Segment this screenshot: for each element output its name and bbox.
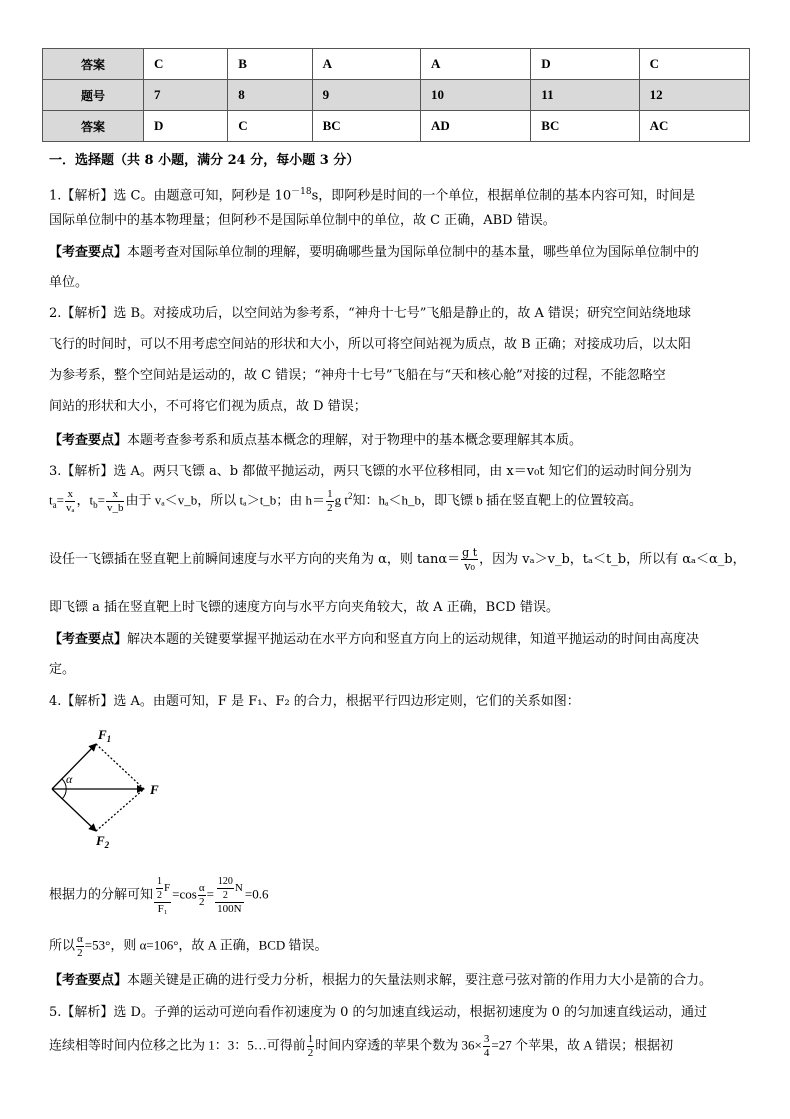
table-cell: B xyxy=(228,49,312,80)
q3-key-1 xyxy=(49,631,699,649)
table-cell: D xyxy=(531,49,639,80)
text: =cos xyxy=(172,886,197,902)
table-cell: C xyxy=(639,49,749,80)
text: =27 个苹果，故 A 错误；根据初 xyxy=(491,1037,674,1053)
text: 连续相等时间内位移之比为 1：3：5…可得前 xyxy=(49,1037,306,1053)
numerator: 1 xyxy=(327,487,333,500)
table-row xyxy=(43,49,750,80)
q4-line-1: 4.【解析】选 A。由题可知，F 是 F₁、F₂ 的合力，根据平行四边形定则，它们的关系如图： xyxy=(49,694,580,709)
q4-line-2 xyxy=(49,875,268,916)
q1-key-1 xyxy=(49,244,699,262)
row-label: 题号 xyxy=(43,80,144,111)
force-diagram xyxy=(44,727,174,852)
denominator: 2 xyxy=(307,1047,314,1059)
q1-line-2: 国际单位制中的基本物理量；但阿秒不是国际单位制中的单位，故 C 正确，ABD 错误。 xyxy=(49,213,556,228)
table-cell: C xyxy=(144,49,228,80)
subscript: b xyxy=(93,499,98,510)
numerator: 3 xyxy=(483,1033,490,1045)
text: ，因为 vₐ＞v_b，tₐ＜t_b，所以有 αₐ＜α_b， xyxy=(479,552,746,567)
numerator xyxy=(215,875,244,903)
denominator: 2 xyxy=(157,890,163,901)
key-tag: 【考查要点】 xyxy=(49,632,128,647)
row-label: 答案 xyxy=(43,49,144,80)
key-tag: 【考查要点】 xyxy=(49,973,128,988)
q1-key-2: 单位。 xyxy=(49,275,89,290)
text: t xyxy=(49,492,53,508)
text: 根据力的分解可知 xyxy=(49,886,154,902)
numerator: 120 xyxy=(217,876,233,887)
denominator: 2 xyxy=(327,501,333,514)
numerator: α xyxy=(77,933,83,945)
text: 本题考查参考系和质点基本概念的理解，对于物理中的基本概念要理解其本质。 xyxy=(127,433,583,448)
table-cell: C xyxy=(228,111,312,142)
parallelogram-edge xyxy=(96,744,144,789)
table-cell: 12 xyxy=(639,80,749,111)
q3-line-1: 3.【解析】选 A。两只飞镖 a、b 都做平抛运动，两只飞镖的水平位移相同，由 x＝v₀t 知它们的运动时间分别为 xyxy=(49,464,692,479)
text: 知：hₐ＜h_b，即飞镖 b 插在竖直靶上的位置较高。 xyxy=(352,492,642,508)
q1-line-1 xyxy=(49,183,695,205)
answer-table xyxy=(42,48,750,142)
text: 设任一飞镖插在竖直靶上前瞬间速度与水平方向的夹角为 α，则 tanα＝ xyxy=(49,552,461,567)
fraction xyxy=(326,488,334,515)
table-cell: 9 xyxy=(312,80,420,111)
f1-vector xyxy=(52,744,96,789)
fraction xyxy=(483,1033,491,1060)
table-row xyxy=(43,111,750,142)
text: 解决本题的关键要掌握平抛运动在水平方向和竖直方向上的运动规律，知道平抛运动的时间由高度决 xyxy=(127,632,700,647)
text: =0.6 xyxy=(244,886,269,902)
fraction xyxy=(198,882,206,909)
f-label: F xyxy=(150,782,159,797)
subscript: a xyxy=(52,499,57,510)
q4-key-1 xyxy=(49,972,712,990)
section-title: 一．选择题（共 8 小题，满分 24 分，每小题 3 分） xyxy=(49,153,360,168)
text: 本题考查对国际单位制的理解，要明确哪些量为国际单位制中的基本量，哪些单位为国际单位制中的 xyxy=(127,245,700,260)
table-cell: D xyxy=(144,111,228,142)
text: 1.【解析】选 C。由题意可知，阿秒是 10 xyxy=(49,188,292,204)
q2-line-4: 间站的形状和大小，不可将它们视为质点，故 D 错误； xyxy=(49,399,367,414)
fraction xyxy=(76,933,84,960)
q2-line-2: 飞行的时间时，可以不用考虑空间站的形状和大小，所以可将空间站视为质点，故 B 正确；对接成功后，以太阳 xyxy=(49,337,691,352)
table-cell: BC xyxy=(312,111,420,142)
numerator: 1 xyxy=(157,876,163,887)
numerator: g t xyxy=(462,546,478,559)
q5-line-1: 5.【解析】选 D。子弹的运动可逆向看作初速度为 0 的匀加速直线运动，根据初速度为 0 的匀加速直线运动，通过 xyxy=(49,1005,708,1020)
denominator: F₁ xyxy=(157,903,168,915)
text: 本题关键是正确的进行受力分析，根据力的矢量法则求解，要注意弓弦对箭的作用力大小是箭的合力。 xyxy=(127,973,713,988)
symbol: F xyxy=(164,882,171,895)
key-tag: 【考查要点】 xyxy=(49,245,128,260)
fraction xyxy=(307,1033,315,1060)
table-cell: AC xyxy=(639,111,749,142)
fraction xyxy=(156,875,163,902)
text: 时间内穿透的苹果个数为 36× xyxy=(315,1037,482,1053)
q2-key-1 xyxy=(49,432,582,450)
numerator: α xyxy=(198,882,205,894)
denominator: 2 xyxy=(77,947,83,959)
numerator: x xyxy=(65,488,76,502)
text: 由于 vₐ＜v_b，所以 tₐ＞t_b；由 h＝ xyxy=(125,492,326,508)
fraction xyxy=(461,546,478,573)
text: ，则 α=106°，故 A 正确，BCD 错误。 xyxy=(110,937,328,953)
exponent: 2 xyxy=(347,491,353,501)
unit: N xyxy=(234,882,243,895)
denominator: 2 xyxy=(198,896,205,908)
table-row xyxy=(43,80,750,111)
q3-line-2: $t_a=$ $\frac{x}{\text{vₐ}}$ ，$t_b=$ $\frac{x}{v\_b}$ 由于 vₐ＜v_b，所以 tₐ＞t_b；由 h＝ $\frac{1}{2}$ g $t^2$知：hₐ＜h_b，即飞镖 b 插在竖直靶上的位置较高。 xyxy=(49,487,642,514)
exponent: －18 xyxy=(291,187,312,197)
text: = xyxy=(206,886,214,902)
f2-vector xyxy=(52,789,96,831)
fraction xyxy=(217,875,234,902)
table-cell: 8 xyxy=(228,80,312,111)
key-tag: 【考查要点】 xyxy=(49,433,128,448)
table-cell: 7 xyxy=(144,80,228,111)
q5-line-2 xyxy=(49,1033,673,1060)
table-cell: A xyxy=(420,49,530,80)
text: g t xyxy=(334,492,348,508)
q2-line-1: 2.【解析】选 B。对接成功后，以空间站为参考系，“神舟十七号”飞船是静止的，故 A 错误；研究空间站绕地球 xyxy=(49,306,692,321)
fraction xyxy=(215,875,244,916)
text: t xyxy=(89,492,94,508)
q2-line-3: 为参考系，整个空间站是运动的，故 C 错误；“神舟十七号”飞船在与“天和核心舱”对接的过程，不能忽略空 xyxy=(49,368,666,383)
denominator: 100N xyxy=(217,903,242,915)
numerator xyxy=(154,875,171,903)
fraction xyxy=(65,488,76,515)
table-cell: AD xyxy=(420,111,530,142)
denominator: 2 xyxy=(222,890,228,901)
fraction xyxy=(106,488,125,515)
numerator: x xyxy=(106,488,125,502)
text: 所以 xyxy=(49,937,76,953)
table-cell: A xyxy=(312,49,420,80)
numerator: 1 xyxy=(307,1033,314,1045)
f2-label: $F_2$ xyxy=(96,833,110,850)
q3-key-2: 定。 xyxy=(49,662,76,677)
text: =53° xyxy=(84,937,111,953)
q3-line-4: 即飞镖 a 插在竖直靶上时飞镖的速度方向与水平方向夹角较大，故 A 正确，BCD 错误。 xyxy=(49,600,559,615)
table-cell: 11 xyxy=(531,80,639,111)
table-cell: BC xyxy=(531,111,639,142)
denominator: 4 xyxy=(483,1047,490,1059)
alpha-label: α xyxy=(66,772,73,786)
parallelogram-edge xyxy=(96,789,144,831)
denominator: v_b xyxy=(106,501,124,514)
table-cell: 10 xyxy=(420,80,530,111)
q3-line-3 xyxy=(49,546,746,573)
text: s，即阿秒是时间的一个单位，根据单位制的基本内容可知，时间是 xyxy=(311,188,696,204)
denominator: vₐ xyxy=(65,501,75,514)
f1-label: $F_1$ xyxy=(98,727,112,744)
denominator: v₀ xyxy=(464,560,475,573)
q4-line-3 xyxy=(49,933,328,960)
fraction xyxy=(154,875,171,916)
row-label: 答案 xyxy=(43,111,144,142)
